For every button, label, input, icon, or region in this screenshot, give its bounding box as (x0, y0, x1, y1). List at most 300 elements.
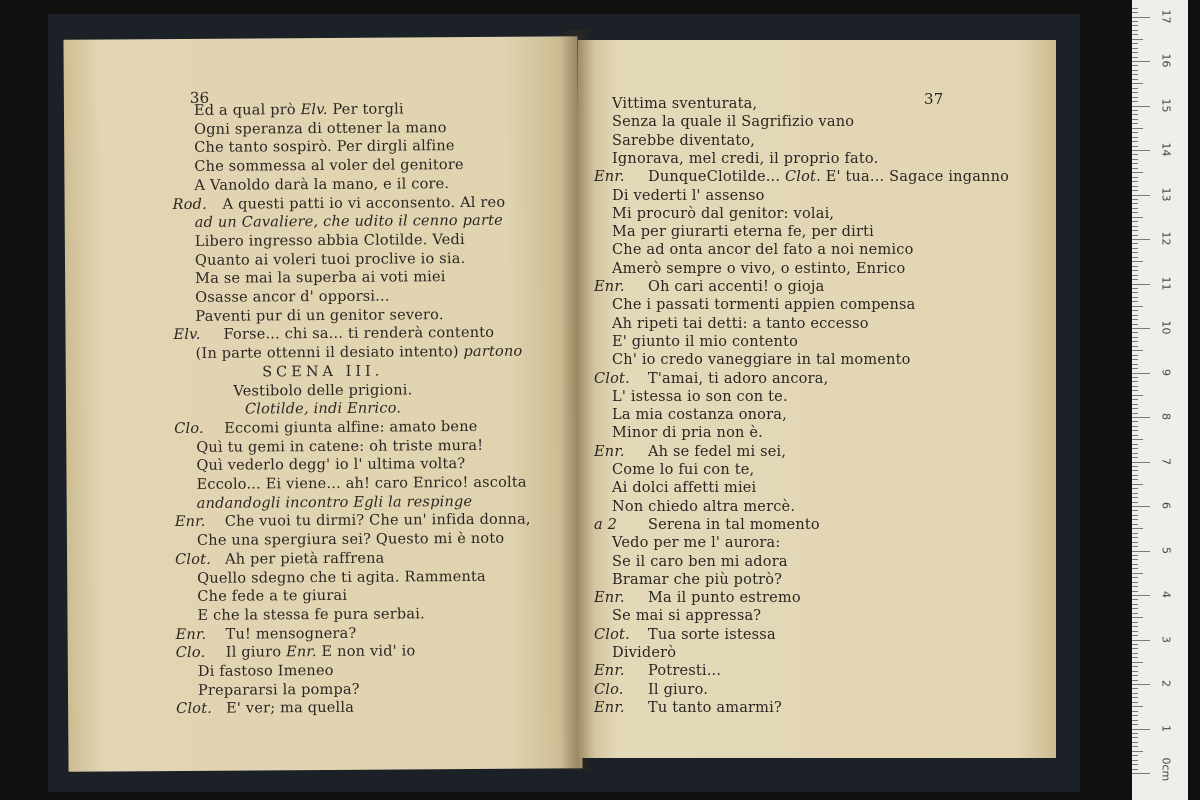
ruler-tick (1132, 377, 1138, 378)
ruler-tick (1132, 186, 1138, 187)
ruler-tick (1132, 239, 1150, 240)
line-text: Vedo per me l' aurora: (612, 535, 781, 552)
ruler-tick (1132, 395, 1143, 396)
verse-line (198, 663, 334, 680)
line-text: Forse... chi sa... ti renderà contento (223, 325, 495, 344)
ruler-tick (1132, 154, 1138, 155)
ruler-tick (1132, 137, 1138, 138)
ruler-tick (1132, 773, 1150, 774)
ruler-tick (1132, 243, 1138, 244)
ruler-label: 8 (1159, 413, 1173, 420)
line-text: Sarebbe diventato, (612, 132, 756, 149)
line-text: Potresti... (648, 663, 722, 680)
speaker-label: Enr. (175, 626, 207, 643)
ruler-tick (1132, 217, 1143, 218)
verse-line (195, 269, 446, 287)
verse-line (612, 188, 765, 204)
ruler-tick (1132, 755, 1138, 756)
ruler-tick (1132, 355, 1138, 356)
ruler-tick (1132, 199, 1138, 200)
ruler-tick (1132, 706, 1143, 707)
ruler-tick (1132, 88, 1138, 89)
line-text: Serena in tal momento (648, 516, 820, 533)
ruler-tick (1132, 43, 1138, 44)
verse-line (648, 279, 824, 295)
verse-line (195, 213, 503, 231)
line-text: Il giuro. (648, 681, 709, 698)
ruler-tick (1132, 631, 1138, 632)
ruler-tick (1132, 448, 1138, 449)
ruler-tick (1132, 252, 1138, 253)
verse-line (612, 96, 757, 112)
ruler-tick (1132, 733, 1138, 734)
ruler-tick (1132, 595, 1150, 596)
ruler-tick (1132, 551, 1150, 552)
ruler-tick (1132, 74, 1138, 75)
verse-line (612, 133, 755, 149)
ruler-tick (1132, 83, 1143, 84)
line-text: Di vederti l' assenso (612, 187, 765, 204)
verse-line (194, 101, 404, 118)
line-text: Tu! mensognera? (225, 625, 357, 643)
ruler-tick (1132, 52, 1138, 53)
verse-line (195, 251, 465, 269)
verse-line (196, 456, 465, 474)
line-text: Tu tanto amarmi? (648, 699, 782, 716)
ruler-label: 12 (1159, 231, 1173, 246)
ruler-tick (1132, 221, 1138, 222)
ruler-tick (1132, 648, 1138, 649)
ruler-tick (1132, 559, 1138, 560)
line-text: SCENA III. (262, 363, 384, 381)
ruler-tick (1132, 39, 1143, 40)
line-text: Eccolo... Ei viene... ah! caro Enrico! ascolta (196, 474, 527, 493)
ruler-tick (1132, 577, 1138, 578)
ruler-tick (1132, 542, 1138, 543)
verse-line (223, 325, 494, 343)
ruler-tick (1132, 101, 1138, 102)
ruler-tick (1132, 769, 1138, 770)
ruler-label: 2 (1159, 680, 1173, 687)
ruler-tick (1132, 666, 1138, 667)
ruler-tick (1132, 524, 1138, 525)
ruler-tick (1132, 368, 1138, 369)
verse-line (612, 389, 788, 405)
ruler-tick (1132, 555, 1138, 556)
ruler-tick (1132, 341, 1138, 342)
ruler-tick (1132, 284, 1150, 285)
ruler-tick (1132, 97, 1138, 98)
speaker-label: Clo. (594, 681, 624, 698)
verse-line (648, 517, 820, 533)
ruler-tick (1132, 150, 1150, 151)
ruler-tick (1132, 364, 1138, 365)
line-text: Che fede a te giurai (197, 588, 348, 606)
verse-line (612, 352, 911, 368)
line-text: E non vid' io (321, 643, 416, 661)
ruler-tick (1132, 515, 1138, 516)
ruler-tick (1132, 381, 1138, 382)
verse-line (612, 480, 756, 496)
ruler-tick (1132, 261, 1143, 262)
ruler-tick (1132, 586, 1138, 587)
line-text: Libero ingresso abbia Clotilde. Vedi (194, 231, 465, 250)
verse-line (612, 407, 787, 423)
verse-line (612, 114, 854, 130)
ruler-tick (1132, 497, 1138, 498)
verse-line (194, 120, 447, 138)
line-text: Prepararsi la pompa? (197, 681, 360, 699)
ruler-tick (1132, 479, 1138, 480)
verse-line (648, 169, 1009, 185)
verse-line (195, 289, 389, 306)
line-text: Ogni speranza di ottener la mano (194, 119, 447, 138)
line-text: Quanto ai voleri tuoi proclive io sia. (194, 250, 466, 269)
line-text: T'amai, ti adoro ancora, (648, 370, 829, 387)
speaker-label: Clot. (594, 370, 630, 387)
line-text: Il giuro (225, 644, 282, 661)
ruler-tick (1132, 92, 1138, 93)
ruler-tick (1132, 141, 1138, 142)
line-text: Che vuoi tu dirmi? Che un' infida donna, (224, 511, 531, 531)
verse-line (612, 242, 914, 258)
line-text: Che sommessa al voler del genitore (194, 157, 464, 175)
verse-line (195, 232, 465, 250)
line-text: Non chiedo altra mercè. (612, 498, 796, 515)
speaker-label: Enr. (594, 590, 625, 607)
ruler-tick (1132, 159, 1138, 160)
ruler-tick (1132, 626, 1138, 627)
ruler-tick (1132, 537, 1138, 538)
line-text: Senza la quale il Sagrifizio vano (612, 114, 855, 131)
ruler-tick (1132, 172, 1143, 173)
ruler-tick (1132, 653, 1138, 654)
line-text: Di fastoso Imeneo (197, 662, 334, 680)
ruler-label: 4 (1159, 591, 1173, 598)
right-page (578, 40, 1056, 758)
ruler-tick (1132, 359, 1138, 360)
ruler-tick (1132, 119, 1138, 120)
ruler-tick (1132, 337, 1138, 338)
line-text: Oh cari accenti! o gioja (648, 279, 825, 295)
ruler-tick (1132, 110, 1138, 111)
verse-line (197, 606, 425, 624)
scene-heading (66, 381, 580, 401)
line-text: Ma il punto estremo (648, 590, 801, 607)
page-number: 37 (924, 90, 944, 108)
ruler-tick (1132, 114, 1138, 115)
speaker-label: Elv. (173, 327, 201, 344)
speaker-label: Clot. (594, 626, 630, 643)
verse-line (612, 645, 676, 661)
ruler-label: 1 (1159, 724, 1173, 732)
ruler-tick (1132, 573, 1143, 574)
line-text: Vittima sventurata, (612, 96, 758, 112)
line-text: E' tua... Sagace inganno (825, 169, 1010, 186)
verse-line (612, 261, 905, 277)
ruler-tick (1132, 546, 1138, 547)
ruler-tick (1132, 697, 1138, 698)
ruler-tick (1132, 34, 1138, 35)
ruler-tick (1132, 128, 1143, 129)
ruler-tick (1132, 640, 1150, 641)
line-text: E' ver; ma quella (226, 700, 355, 718)
ruler-tick (1132, 510, 1138, 511)
ruler-tick (1132, 417, 1150, 418)
verse-line (612, 297, 916, 313)
ruler-tick (1132, 373, 1150, 374)
ruler-tick (1132, 764, 1138, 765)
ruler-tick (1132, 466, 1138, 467)
speaker-label: Enr. (594, 279, 625, 295)
line-text: Che ad onta ancor del fato a noi nemico (612, 242, 914, 259)
ruler-tick (1132, 613, 1138, 614)
verse-line (612, 554, 788, 570)
speaker-label: Clot. (175, 551, 212, 568)
line-text: Ma se mai la superba ai voti miei (195, 269, 446, 288)
verse-line (226, 625, 357, 642)
ruler-tick (1132, 30, 1138, 31)
ruler-tick (1132, 533, 1138, 534)
verse-line (612, 572, 782, 588)
ruler-tick (1132, 48, 1138, 49)
line-text: Ah ripeti tai detti: a tanto eccesso (612, 315, 869, 332)
ruler-tick (1132, 475, 1138, 476)
ruler-tick (1132, 426, 1138, 427)
line-text: Ai dolci affetti miei (612, 480, 757, 497)
ruler-tick (1132, 65, 1138, 66)
ruler-tick (1132, 390, 1138, 391)
ruler-tick (1132, 435, 1138, 436)
ruler-label: 15 (1159, 98, 1173, 112)
ruler-tick (1132, 760, 1138, 761)
ruler-tick (1132, 408, 1138, 409)
ruler-tick (1132, 195, 1150, 196)
ruler-tick (1132, 328, 1150, 329)
ruler-tick (1132, 470, 1138, 471)
ruler-tick (1132, 453, 1138, 454)
line-text: Osasse ancor d' opporsi... (195, 288, 390, 306)
ruler-tick (1132, 279, 1138, 280)
verse-line (223, 194, 506, 212)
ruler-tick (1132, 724, 1138, 725)
line-text: Minor di pria non è. (612, 425, 763, 442)
ruler-tick (1132, 671, 1138, 672)
ruler-tick (1132, 746, 1138, 747)
speaker-label: Elv. (300, 101, 328, 119)
ruler-label: 7 (1159, 457, 1173, 465)
speaker-label: Clot. (784, 169, 821, 186)
ruler-tick (1132, 288, 1138, 289)
ruler-tick (1132, 715, 1138, 716)
speaker-label: Enr. (594, 663, 625, 680)
ruler-tick (1132, 257, 1138, 258)
verse-line (612, 462, 754, 478)
ruler-tick (1132, 8, 1138, 9)
ruler-tick (1132, 430, 1138, 431)
ruler-tick (1132, 386, 1138, 387)
line-text: DunqueClotilde... (648, 169, 781, 186)
ruler-label: 17 (1159, 9, 1173, 23)
line-text: Bramar che più potrò? (612, 571, 783, 588)
ruler-tick (1132, 751, 1143, 752)
ruler-tick (1132, 484, 1143, 485)
line-text: (In parte ottenni il desiato intento) (195, 344, 459, 362)
ruler-tick (1132, 680, 1138, 681)
ruler-tick (1132, 235, 1138, 236)
ruler-tick (1132, 399, 1138, 400)
ruler-tick (1132, 301, 1138, 302)
line-text: Come lo fui con te, (612, 462, 755, 478)
verse-line (612, 425, 763, 441)
speaker-label: Enr. (594, 443, 625, 460)
speaker-label: Enr. (594, 699, 625, 716)
verse-line (648, 700, 782, 716)
ruler-tick (1132, 622, 1138, 623)
ruler-tick (1132, 266, 1138, 267)
ruler-tick (1132, 212, 1138, 213)
line-text: Vestibolo delle prigioni. (233, 381, 413, 400)
line-text: andandogli incontro Egli la respinge (196, 493, 473, 512)
verse-line (648, 682, 708, 698)
ruler-tick (1132, 57, 1138, 58)
line-text: Quì vederlo degg' io l' ultima volta? (196, 456, 466, 475)
ruler-tick (1132, 275, 1138, 276)
ruler-tick (1132, 413, 1138, 414)
ruler-tick (1132, 21, 1138, 22)
ruler-tick (1132, 310, 1138, 311)
ruler-tick (1132, 208, 1138, 209)
line-text: Ignorava, mel credi, il proprio fato. (612, 150, 879, 167)
ruler-tick (1132, 564, 1138, 565)
speaker-label: a 2 (594, 516, 618, 533)
line-text: A Vanoldo darà la mano, e il core. (194, 175, 450, 194)
line-text: Mi procurò dal genitor: volai, (612, 205, 835, 222)
line-text: Che tanto sospirò. Per dirgli alfine (194, 138, 455, 157)
verse-line (195, 307, 443, 325)
line-text: Quello sdegno che ti agita. Rammenta (197, 568, 486, 587)
ruler-tick (1132, 599, 1138, 600)
ruler-tick (1132, 226, 1138, 227)
verse-line (648, 590, 801, 606)
ruler-tick (1132, 123, 1138, 124)
verse-line (197, 531, 504, 549)
ruler-tick (1132, 582, 1138, 583)
ruler-tick (1132, 742, 1138, 743)
verse-line (197, 568, 486, 586)
line-text: La mia costanza onora, (612, 407, 787, 424)
line-text: Paventi pur di un genitor severo. (195, 306, 444, 325)
ruler-tick (1132, 684, 1150, 685)
verse-line (648, 444, 786, 460)
ruler-tick (1132, 61, 1150, 62)
verse-line (612, 334, 798, 350)
ruler-tick (1132, 737, 1138, 738)
verse-line (197, 494, 473, 512)
line-text: Tua sorte istessa (648, 626, 776, 643)
ruler-tick (1132, 506, 1150, 507)
line-text: Ah per pietà raffrena (225, 550, 385, 568)
ruler-tick (1132, 493, 1138, 494)
ruler-tick (1132, 608, 1138, 609)
verse-line (196, 344, 523, 362)
ruler-tick (1132, 404, 1138, 405)
verse-line (612, 151, 878, 167)
ruler-tick (1132, 177, 1138, 178)
stage-direction: partono (463, 343, 523, 361)
ruler-tick (1132, 230, 1138, 231)
ruler-tick (1132, 132, 1138, 133)
ruler-tick (1132, 292, 1138, 293)
ruler-tick (1132, 297, 1138, 298)
verse-line (194, 157, 464, 175)
ruler-label: 13 (1159, 187, 1173, 201)
ruler-label: 14 (1159, 142, 1173, 157)
line-text: Che i passati tormenti appien compensa (612, 297, 916, 314)
line-text: L' istessa io son con te. (612, 388, 788, 405)
ruler-tick (1132, 519, 1138, 520)
verse-line (612, 608, 761, 624)
ruler-tick (1132, 635, 1138, 636)
ruler-tick (1132, 688, 1138, 689)
ruler-tick (1132, 439, 1143, 440)
ruler-tick (1132, 12, 1138, 13)
ruler-tick (1132, 502, 1138, 503)
ruler-tick (1132, 106, 1150, 107)
ruler-tick (1132, 662, 1143, 663)
ruler-tick (1132, 181, 1138, 182)
page-number: 36 (189, 88, 210, 107)
verse-line (648, 627, 776, 643)
ruler-tick (1132, 270, 1138, 271)
ruler-tick (1132, 421, 1138, 422)
line-text: Ah se fedel mi sei, (648, 443, 787, 460)
ruler-tick (1132, 146, 1138, 147)
ruler-tick (1132, 79, 1138, 80)
ruler-label: 16 (1159, 53, 1173, 68)
ruler-label: 10 (1159, 320, 1173, 335)
ruler-tick (1132, 168, 1138, 169)
ruler-tick (1132, 332, 1138, 333)
verse-line (198, 681, 360, 698)
verse-line (612, 316, 869, 332)
line-text: E' giunto il mio contento (612, 333, 799, 350)
ruler-tick (1132, 25, 1138, 26)
speaker-label: Enr. (174, 514, 206, 531)
ruler-tick (1132, 350, 1143, 351)
ruler-tick (1132, 720, 1138, 721)
speaker-label: Clo. (175, 645, 206, 662)
verse-line (612, 499, 795, 515)
verse-line (196, 437, 483, 455)
ruler-tick (1132, 604, 1138, 605)
verse-line (648, 371, 828, 387)
ruler-tick (1132, 346, 1138, 347)
verse-line (197, 588, 347, 605)
ruler-tick (1132, 462, 1150, 463)
ruler-tick (1132, 568, 1138, 569)
ruler-tick (1132, 203, 1138, 204)
ruler-tick (1132, 711, 1138, 712)
ruler-label: 6 (1159, 502, 1173, 509)
line-text: Dividerò (612, 645, 677, 661)
verse-line (194, 176, 449, 194)
verse-line (612, 206, 834, 222)
speaker-label: Rod. (172, 196, 208, 213)
verse-line (197, 475, 527, 493)
verse-line (226, 700, 354, 717)
ruler-label: 3 (1159, 635, 1173, 643)
